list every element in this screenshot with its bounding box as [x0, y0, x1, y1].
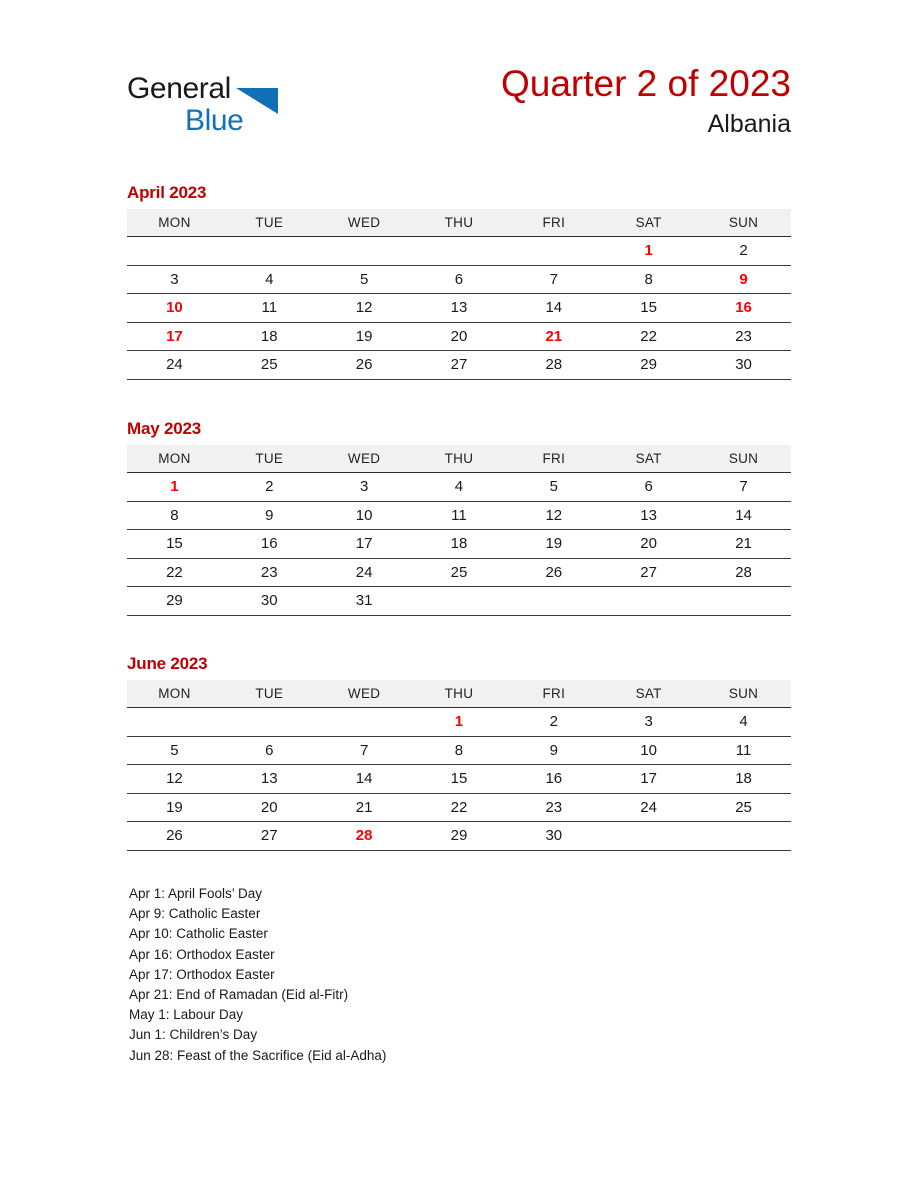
weekday-header-sun: SUN	[696, 445, 791, 473]
calendar-body	[127, 237, 791, 380]
calendar-day: 15	[601, 294, 696, 323]
calendar-day: 30	[506, 822, 601, 851]
calendar-week-row	[127, 351, 791, 380]
weekday-header-tue: TUE	[222, 680, 317, 708]
calendar-day: 11	[222, 294, 317, 323]
page-header	[127, 62, 791, 162]
general-blue-logo	[127, 72, 387, 152]
calendar-day: 12	[317, 294, 412, 323]
calendar-body	[127, 473, 791, 616]
calendar-day-holiday: 16	[696, 294, 791, 323]
weekday-header-thu: THU	[412, 680, 507, 708]
calendar-day: 6	[222, 736, 317, 765]
calendar-day-holiday: 21	[506, 322, 601, 351]
calendar-day-empty	[601, 822, 696, 851]
calendar-day: 18	[412, 530, 507, 559]
calendar-day: 24	[317, 558, 412, 587]
calendar-day: 4	[222, 265, 317, 294]
calendar-day: 31	[317, 587, 412, 616]
calendar-day: 28	[696, 558, 791, 587]
calendar-day: 29	[127, 587, 222, 616]
calendar-day-empty	[222, 237, 317, 266]
calendar-day: 17	[601, 765, 696, 794]
calendar-day: 19	[317, 322, 412, 351]
calendar-day-holiday: 1	[412, 708, 507, 737]
calendar-day: 2	[696, 237, 791, 266]
calendar-table-june	[127, 680, 791, 851]
calendar-day: 28	[506, 351, 601, 380]
calendar-week-row	[127, 822, 791, 851]
calendar-day: 7	[317, 736, 412, 765]
calendar-week-row	[127, 708, 791, 737]
weekday-header-sun: SUN	[696, 209, 791, 237]
calendar-week-row	[127, 265, 791, 294]
weekday-header-sun: SUN	[696, 680, 791, 708]
calendar-day: 3	[317, 473, 412, 502]
calendar-day: 4	[412, 473, 507, 502]
calendar-week-row	[127, 322, 791, 351]
calendar-day-holiday: 1	[601, 237, 696, 266]
weekday-header-mon: MON	[127, 445, 222, 473]
calendar-week-row	[127, 793, 791, 822]
calendar-day: 25	[696, 793, 791, 822]
month-title: June 2023	[127, 654, 208, 673]
calendar-table-april	[127, 209, 791, 380]
calendar-day-holiday: 9	[696, 265, 791, 294]
country-name: Albania	[707, 110, 791, 138]
calendar-day: 5	[127, 736, 222, 765]
calendar-day: 8	[127, 501, 222, 530]
calendar-day: 27	[601, 558, 696, 587]
calendar-day: 10	[601, 736, 696, 765]
calendar-day: 14	[696, 501, 791, 530]
calendar-day-holiday: 17	[127, 322, 222, 351]
calendar-day: 7	[506, 265, 601, 294]
calendar-day: 23	[696, 322, 791, 351]
calendar-day: 14	[506, 294, 601, 323]
month-block-april	[127, 183, 791, 380]
calendar-day: 24	[127, 351, 222, 380]
calendar-day: 3	[127, 265, 222, 294]
calendar-day: 5	[506, 473, 601, 502]
calendar-day: 20	[412, 322, 507, 351]
calendar-day-empty	[412, 587, 507, 616]
title-block	[501, 62, 791, 139]
weekday-header-sat: SAT	[601, 445, 696, 473]
month-title: April 2023	[127, 183, 207, 202]
calendar-body	[127, 708, 791, 851]
calendar-day: 16	[222, 530, 317, 559]
calendar-day: 30	[222, 587, 317, 616]
holiday-list-item: Apr 17: Orthodox Easter	[129, 966, 275, 982]
calendar-day: 25	[412, 558, 507, 587]
holiday-list-item: Apr 9: Catholic Easter	[129, 906, 261, 922]
calendar-table-may	[127, 445, 791, 616]
weekday-header-mon: MON	[127, 680, 222, 708]
weekday-header-wed: WED	[317, 445, 412, 473]
calendar-day-empty	[696, 587, 791, 616]
calendar-day-holiday: 1	[127, 473, 222, 502]
holiday-list	[129, 884, 729, 1066]
quarter-title: Quarter 2 of 2023	[500, 63, 791, 104]
weekday-header-row	[127, 445, 791, 473]
holiday-list-item: Jun 1: Children’s Day	[129, 1027, 258, 1043]
logo-text-blue: Blue	[185, 104, 244, 137]
calendar-day: 29	[412, 822, 507, 851]
weekday-header-fri: FRI	[506, 445, 601, 473]
calendar-day: 16	[506, 765, 601, 794]
calendar-day: 7	[696, 473, 791, 502]
calendar-day: 23	[506, 793, 601, 822]
calendar-day: 22	[127, 558, 222, 587]
calendar-day: 20	[601, 530, 696, 559]
calendar-day: 22	[412, 793, 507, 822]
calendar-day: 12	[506, 501, 601, 530]
calendar-day-holiday: 10	[127, 294, 222, 323]
weekday-header-sat: SAT	[601, 680, 696, 708]
calendar-day-empty	[222, 708, 317, 737]
calendar-day: 9	[506, 736, 601, 765]
calendar-day: 21	[696, 530, 791, 559]
holiday-list-item: Apr 16: Orthodox Easter	[129, 946, 275, 962]
calendar-day: 26	[317, 351, 412, 380]
calendar-day: 3	[601, 708, 696, 737]
calendar-day: 29	[601, 351, 696, 380]
calendar-week-row	[127, 294, 791, 323]
calendar-day-empty	[317, 708, 412, 737]
calendar-day: 8	[601, 265, 696, 294]
calendar-day: 11	[412, 501, 507, 530]
calendar-week-row	[127, 765, 791, 794]
calendar-week-row	[127, 473, 791, 502]
month-block-may	[127, 419, 791, 616]
calendar-day: 9	[222, 501, 317, 530]
weekday-header-tue: TUE	[222, 209, 317, 237]
calendar-day: 11	[696, 736, 791, 765]
holiday-list-item: Apr 1: April Fools’ Day	[129, 886, 263, 901]
calendar-day: 18	[222, 322, 317, 351]
calendar-day: 13	[222, 765, 317, 794]
calendar-day-empty	[127, 708, 222, 737]
calendar-day-empty	[506, 587, 601, 616]
calendar-day: 6	[601, 473, 696, 502]
holiday-list-item: Jun 28: Feast of the Sacrifice (Eid al-Adha)	[129, 1047, 387, 1063]
weekday-header-row	[127, 209, 791, 237]
calendar-day: 2	[506, 708, 601, 737]
holiday-list-item: May 1: Labour Day	[129, 1007, 244, 1023]
calendar-day: 27	[412, 351, 507, 380]
weekday-header-thu: THU	[412, 209, 507, 237]
calendar-day: 18	[696, 765, 791, 794]
calendar-day: 23	[222, 558, 317, 587]
calendar-day: 25	[222, 351, 317, 380]
calendar-day-holiday: 28	[317, 822, 412, 851]
calendar-day: 15	[127, 530, 222, 559]
calendar-day: 6	[412, 265, 507, 294]
calendar-day-empty	[412, 237, 507, 266]
calendar-day: 10	[317, 501, 412, 530]
calendar-day: 26	[506, 558, 601, 587]
calendar-day: 26	[127, 822, 222, 851]
calendar-day: 8	[412, 736, 507, 765]
month-title: May 2023	[127, 419, 202, 438]
calendar-week-row	[127, 237, 791, 266]
calendar-week-row	[127, 736, 791, 765]
month-block-june	[127, 654, 791, 851]
weekday-header-sat: SAT	[601, 209, 696, 237]
logo-text-general: General	[127, 72, 231, 105]
calendar-week-row	[127, 530, 791, 559]
calendar-day: 21	[317, 793, 412, 822]
calendar-day: 5	[317, 265, 412, 294]
holiday-list-item: Apr 10: Catholic Easter	[129, 926, 268, 942]
calendar-day: 22	[601, 322, 696, 351]
holiday-list-item: Apr 21: End of Ramadan (Eid al-Fitr)	[129, 987, 349, 1003]
weekday-header-wed: WED	[317, 209, 412, 237]
calendar-day: 13	[412, 294, 507, 323]
calendar-day: 30	[696, 351, 791, 380]
calendar-day: 24	[601, 793, 696, 822]
calendar-day: 2	[222, 473, 317, 502]
weekday-header-wed: WED	[317, 680, 412, 708]
calendar-day: 20	[222, 793, 317, 822]
calendar-day: 13	[601, 501, 696, 530]
calendar-week-row	[127, 501, 791, 530]
calendar-day: 27	[222, 822, 317, 851]
calendar-week-row	[127, 587, 791, 616]
calendar-day: 19	[506, 530, 601, 559]
weekday-header-tue: TUE	[222, 445, 317, 473]
calendar-day-empty	[696, 822, 791, 851]
weekday-header-fri: FRI	[506, 680, 601, 708]
calendar-day-empty	[601, 587, 696, 616]
calendar-week-row	[127, 558, 791, 587]
weekday-header-mon: MON	[127, 209, 222, 237]
calendar-day: 19	[127, 793, 222, 822]
calendar-day-empty	[127, 237, 222, 266]
calendar-day: 15	[412, 765, 507, 794]
calendar-day-empty	[506, 237, 601, 266]
calendar-day: 17	[317, 530, 412, 559]
weekday-header-fri: FRI	[506, 209, 601, 237]
weekday-header-row	[127, 680, 791, 708]
calendar-day-empty	[317, 237, 412, 266]
weekday-header-thu: THU	[412, 445, 507, 473]
calendar-day: 4	[696, 708, 791, 737]
calendar-day: 12	[127, 765, 222, 794]
calendar-day: 14	[317, 765, 412, 794]
